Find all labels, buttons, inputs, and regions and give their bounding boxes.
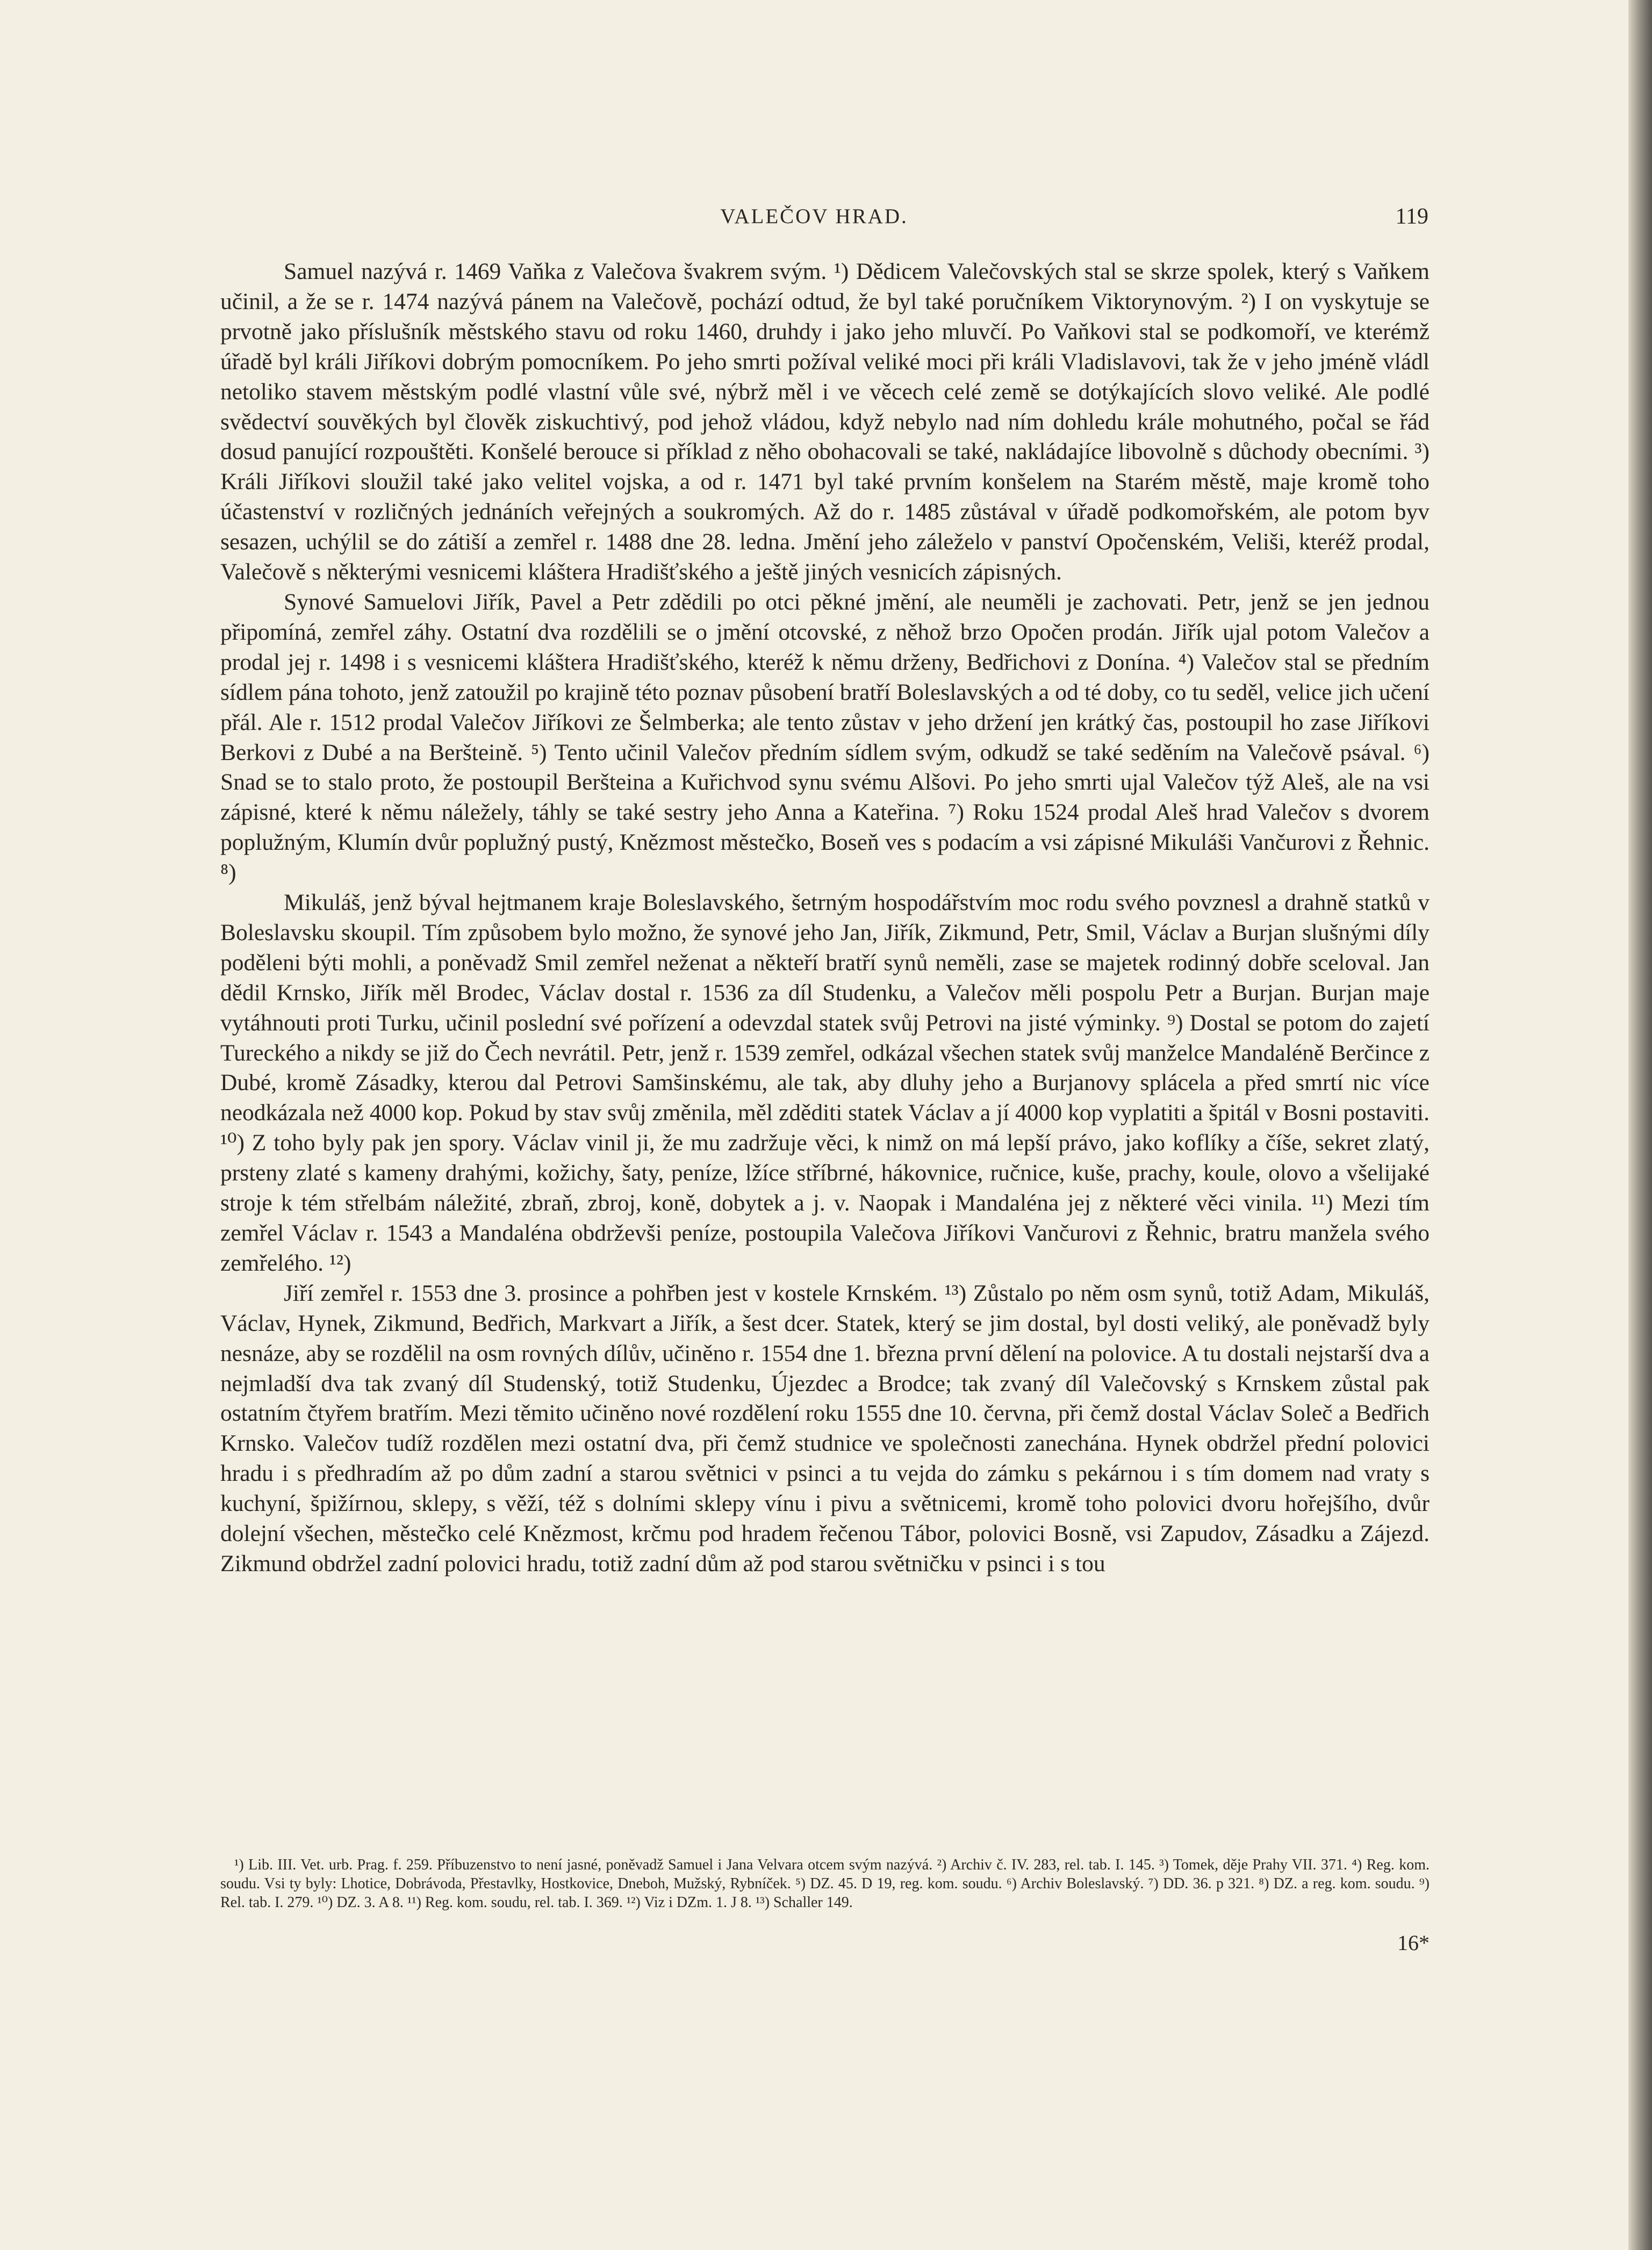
paragraph-1: Samuel nazývá r. 1469 Vaňka z Valečova švakrem svým. ¹) Dědicem Valečovských stal se skrze spolek, který s Vaňkem učinil, a že se r. 1474 nazývá pánem na Valečově, pochází odtud, že byl také poručníkem Viktorynovým. ²) I on vyskytuje se prvotně jako příslušník městského stavu od roku 1460, druhdy i jako jeho mluvčí. Po Vaňkovi stal se podkomoří, ve kterémž úřadě byl králi Jiříkovi dobrým pomocníkem. Po jeho smrti požíval veliké moci při králi Vladislavovi, tak že v jeho jméně vládl netoliko stavem městským podlé vlastní vůle své, nýbrž měl i ve věcech celé země se dotýkajících slovo veliké. Ale podlé svědectví souvěkých byl člověk ziskuchtivý, pod jehož vládou, když nebylo nad ním dohledu krále mohutného, počal se řád dosud panující rozpouštěti. Konšelé berouce si příklad z něho obohacovali se také, nakládajíce libovolně s důchody obecními. ³) Králi Jiříkovi sloužil také jako velitel vojska, a od r. 1471 byl také prvním konšelem na Starém městě, maje kromě toho účastenství v rozličných jednáních veřejných a soukromých. Až do r. 1485 zůstával v úřadě podkomořském, ale potom byv sesazen, uchýlil se do zátiší a zemřel r. 1488 dne 28. ledna. Jmění jeho záleželo v panství Opočenském, Veliši, kteréž prodal, Valečově s některými vesnicemi kláštera Hradišťského a ještě jiných vesnicích zápisných.	[220, 259, 1430, 585]
sheet-signature: 16*	[1397, 1931, 1430, 1955]
running-header: VALEČOV HRAD.	[720, 205, 908, 228]
main-text	[220, 257, 1430, 1579]
book-binding-edge	[1628, 0, 1652, 2250]
paragraph-2: Synové Samuelovi Jiřík, Pavel a Petr zdědili po otci pěkné jmění, ale neuměli je zachovati. Petr, jenž se jen jednou připomíná, zemřel záhy. Ostatní dva rozdělili se o jmění otcovské, z něhož brzo Opočen prodán. Jiřík ujal potom Valečov a prodal jej r. 1498 i s vesnicemi kláštera Hradišťského, kteréž k němu drženy, Bedřichovi z Donína. ⁴) Valečov stal se předním sídlem pána tohoto, jenž zatoužil po krajině této poznav působení bratří Boleslavských a od té doby, co tu seděl, velice jich učení přál. Ale r. 1512 prodal Valečov Jiříkovi ze Šelmberka; ale tento zůstav v jeho držení jen krátký čas, postoupil ho zase Jiříkovi Berkovi z Dubé a na Beršteině. ⁵) Tento učinil Valečov předním sídlem svým, odkudž se také seděním na Valečově psával. ⁶) Snad se to stalo proto, že postoupil Beršteina a Kuřichvod synu svému Alšovi. Po jeho smrti ujal Valečov týž Aleš, ale na vsi zápisné, které k němu náležely, táhly se také sestry jeho Anna a Kateřina. ⁷) Roku 1524 prodal Aleš hrad Valečov s dvorem poplužným, Klumín dvůr poplužný pustý, Knězmost městečko, Boseň ves s podacím a vsi zápisné Mikuláši Vančurovi z Řehnic. ⁸)	[220, 589, 1430, 886]
footnote-block: ¹) Lib. III. Vet. urb. Prag. f. 259. Příbuzenstvo to není jasné, poněvadž Samuel i Jana Velvara otcem svým nazývá. ²) Archiv č. IV. 283, rel. tab. I. 145. ³) Tomek, děje Prahy VII. 371. ⁴) Reg. kom. soudu. Vsi ty byly: Lhotice, Dobrávoda, Přestavlky, Hostkovice, Dneboh, Mužský, Rybníček. ⁵) DZ. 45. D 19, reg. kom. soudu. ⁶) Archiv Boleslavský. ⁷) DD. 36. p 321. ⁸) DZ. a reg. kom. soudu. ⁹) Rel. tab. I. 279. ¹⁰) DZ. 3. A 8. ¹¹) Reg. kom. soudu, rel. tab. I. 369. ¹²) Viz i DZm. 1. J 8. ¹³) Schaller 149.	[220, 1857, 1430, 1911]
page-number: 119	[1395, 204, 1428, 229]
paragraph-4: Jiří zemřel r. 1553 dne 3. prosince a pohřben jest v kostele Krnském. ¹³) Zůstalo po něm osm synů, totiž Adam, Mikuláš, Václav, Hynek, Zikmund, Bedřich, Markvart a Jiřík, a šest dcer. Statek, který se jim dostal, byl dosti veliký, ale poněvadž byly nesnáze, aby se rozdělil na osm rovných dílův, učiněno r. 1554 dne 1. března první dělení na polovice. A tu dostali nejstarší dva a nejmladší dva tak zvaný díl Studenský, totiž Studenku, Újezdec a Brodce; tak zvaný díl Valečovský s Krnskem zůstal pak ostatním čtyřem bratřím. Mezi těmito učiněno nové rozdělení roku 1555 dne 10. června, při čemž dostal Václav Soleč a Bedřich Krnsko. Valečov tudíž rozdělen mezi ostatní dva, při čemž studnice ve společnosti zanechána. Hynek obdržel přední polovici hradu i s předhradím až po dům zadní a starou světnici v psinci a tu vejda do zámku s pekárnou i s tím domem nad vraty s kuchyní, špižírnou, sklepy, s věží, též s dolními sklepy vínu i pivu a světnicemi, kromě toho polovici dvoru hořejšího, dvůr dolejní všechen, městečko celé Knězmost, krčmu pod hradem řečenou Tábor, polovici Bosně, vsi Zapudov, Zásadku a Zájezd. Zikmund obdržel zadní polovici hradu, totiž zadní dům až pod starou světničku v psinci i s tou	[220, 1280, 1430, 1577]
paragraph-3: Mikuláš, jenž býval hejtmanem kraje Boleslavského, šetrným hospodářstvím moc rodu svého povznesl a drahně statků v Boleslavsku skoupil. Tím způsobem bylo možno, že synové jeho Jan, Jiřík, Zikmund, Petr, Smil, Václav a Burjan slušnými díly poděleni býti mohli, a poněvadž Smil zemřel neženat a někteří bratří synů neměli, zase se majetek rodinný dobře sceloval. Jan dědil Krnsko, Jiřík měl Brodec, Václav dostal r. 1536 za díl Studenku, a Valečov měli pospolu Petr a Burjan. Burjan maje vytáhnouti proti Turku, učinil poslední své pořízení a odevzdal statek svůj Petrovi na jisté výminky. ⁹) Dostal se potom do zajetí Tureckého a nikdy se již do Čech nevrátil. Petr, jenž r. 1539 zemřel, odkázal všechen statek svůj manželce Mandaléně Berčince z Dubé, kromě Zásadky, kterou dal Petrovi Samšinskému, ale tak, aby dluhy jeho a Burjanovy splácela a před smrtí nic více neodkázala než 4000 kop. Pokud by stav svůj změnila, měl zděditi statek Václav a jí 4000 kop vyplatiti a špitál v Bosni postaviti. ¹⁰) Z toho byly pak jen spory. Václav vinil ji, že mu zadržuje věci, k nimž on má lepší právo, jako koflíky a číše, sekret zlatý, prsteny zlaté s kameny drahými, kožichy, šaty, peníze, lžíce stříbrné, hákovnice, ručnice, kuše, prachy, koule, olovo a všelijaké stroje k tém střelbám náležité, zbraň, zbroj, koně, dobytek a j. v. Naopak i Mandaléna jej z některé věci vinila. ¹¹) Mezi tím zemřel Václav r. 1543 a Mandaléna obdrževši peníze, postoupila Valečova Jiříkovi Vančurovi z Řehnic, bratru manžela svého zemřelého. ¹²)	[220, 890, 1430, 1276]
footnotes	[220, 1855, 1430, 1912]
